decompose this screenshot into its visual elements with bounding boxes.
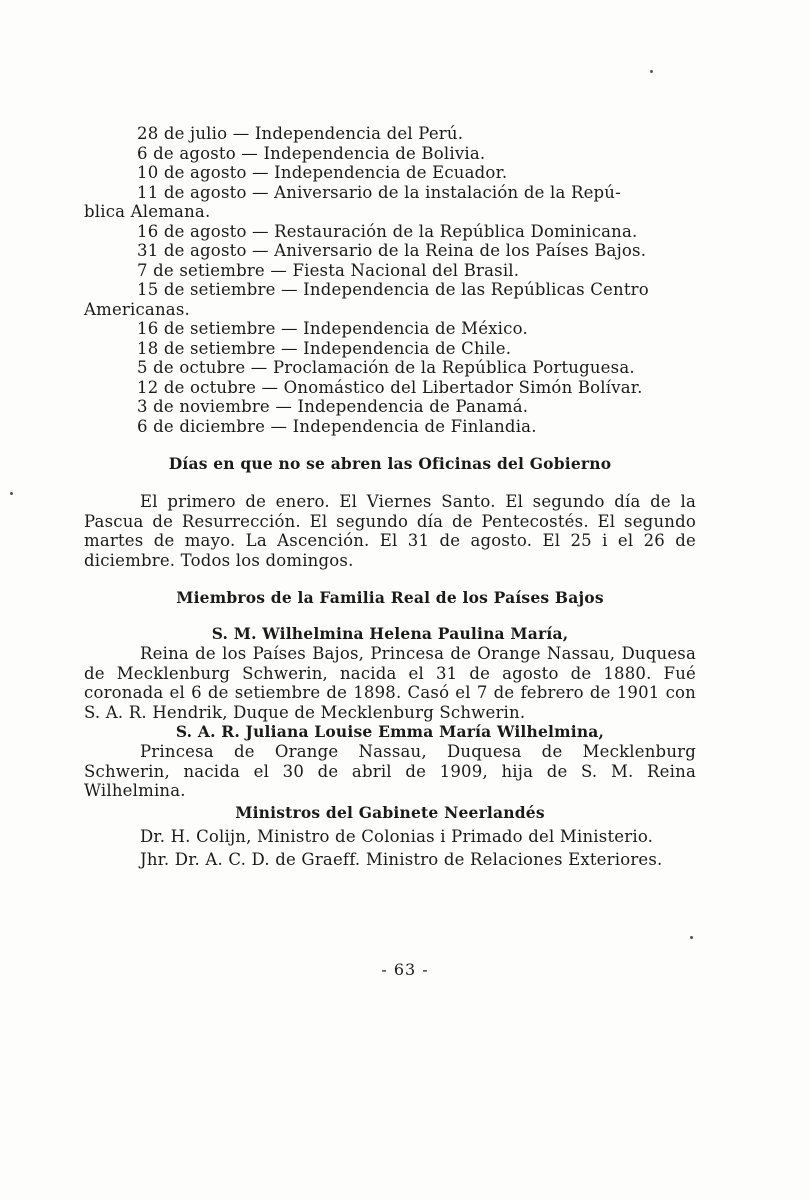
royal-heading: Miembros de la Familia Real de los Países Bajos (176, 588, 604, 607)
minister-entry: Jhr. Dr. A. C. D. de Graeff. Ministro de Relaciones Exteriores. (140, 850, 663, 869)
holiday-line: 10 de agosto — Independencia de Ecuador. (137, 163, 508, 182)
holiday-line: 6 de diciembre — Independencia de Finlandia. (137, 416, 537, 436)
holiday-line: 31 de agosto — Aniversario de la Reina de los Países Bajos. (137, 241, 647, 260)
holiday-line: 6 de agosto — Independencia de Bolivia. (137, 143, 486, 163)
holiday-line: 16 de agosto — Restauración de la República Dominicana. (137, 221, 638, 241)
member-text: Reina de los Países Bajos, Princesa de Orange Nassau, Duquesa de Mecklenburg Schwerin, nacida el 31 de agosto de 1880. Fué coronada el 6 de setiembre de 1898. Casó el 7 de febrero de 1901 con S. A. R. Hendrik, Duque de Mecklenburg Schwerin. (84, 644, 696, 722)
holiday-line: 12 de octubre — Onomástico del Libertador Simón Bolívar. (137, 377, 643, 397)
holiday-entry (84, 222, 696, 242)
minister-entry: Dr. H. Colijn, Ministro de Colonias i Primado del Ministerio. (140, 826, 654, 846)
holiday-line: 5 de octubre — Proclamación de la República Portuguesa. (137, 358, 635, 377)
holiday-line: 16 de setiembre — Independencia de México. (137, 319, 528, 338)
holiday-entry (84, 280, 696, 319)
holiday-entry (84, 417, 696, 437)
member-text: Princesa de Orange Nassau, Duquesa de Mecklenburg Schwerin, nacida el 30 de abril de 1909, hija de S. M. Reina Wilhelmina. (84, 742, 696, 800)
holiday-line: 11 de agosto — Aniversario de la instalación de la Repú- (137, 182, 621, 202)
offices-heading: Días en que no se abren las Oficinas del Gobierno (168, 454, 612, 473)
holiday-entry (84, 378, 696, 398)
scan-speck (10, 492, 13, 495)
holiday-line: 3 de noviembre — Independencia de Panamá. (137, 397, 529, 416)
scan-speck (690, 936, 693, 939)
holiday-entry (84, 124, 696, 144)
holiday-entry (84, 183, 696, 222)
page-body (84, 124, 696, 870)
holiday-entry (84, 261, 696, 281)
member-name: S. A. R. Juliana Louise Emma María Wilhelmina, (175, 722, 605, 741)
holiday-line-cont: blica Alemana. (84, 202, 211, 221)
holiday-line: 28 de julio — Independencia del Perú. (137, 124, 464, 143)
cabinet-heading: Ministros del Gabinete Neerlandés (235, 802, 545, 822)
member-name: S. M. Wilhelmina Helena Paulina María, (211, 624, 569, 643)
holiday-entry (84, 241, 696, 261)
page-number: - 63 - (381, 960, 429, 979)
offices-text: El primero de enero. El Viernes Santo. El segundo día de la Pascua de Resurrección. El segundo día de Pentecostés. El segundo martes de mayo. La Ascención. El 31 de agosto. El 25 i el 26 de diciembre. Todos los domingos. (84, 492, 696, 570)
scan-speck (650, 70, 653, 73)
holiday-line: 15 de setiembre — Independencia de las Repúblicas Centro (137, 280, 649, 299)
holiday-line: 7 de setiembre — Fiesta Nacional del Brasil. (137, 260, 520, 280)
holiday-entry (84, 163, 696, 183)
holiday-entry (84, 339, 696, 359)
holiday-entry (84, 144, 696, 164)
holiday-line-cont: Americanas. (84, 299, 190, 319)
holiday-entry (84, 319, 696, 339)
holiday-entry (84, 397, 696, 417)
holiday-line: 18 de setiembre — Independencia de Chile. (137, 338, 512, 358)
holiday-entry (84, 358, 696, 378)
holiday-list (84, 124, 696, 436)
